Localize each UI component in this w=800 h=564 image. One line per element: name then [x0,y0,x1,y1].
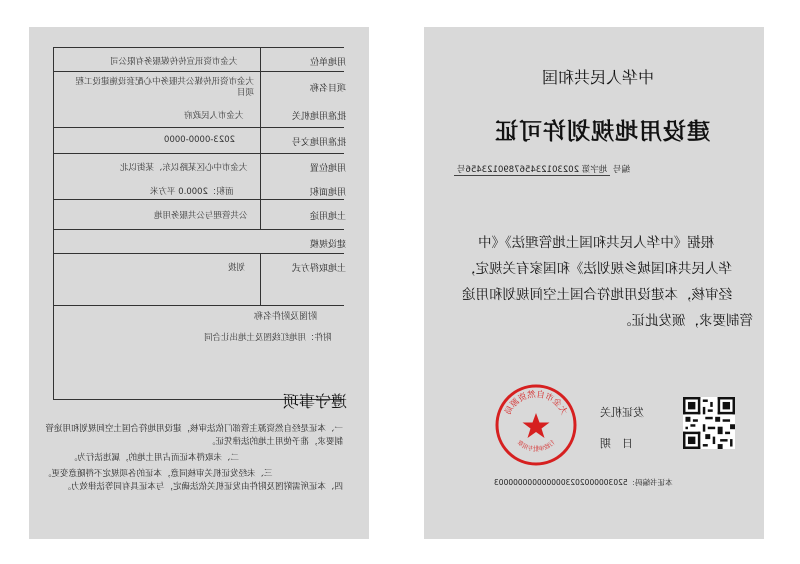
table-row [54,305,344,306]
license-title: 建设用地规划许可证 [494,119,710,145]
note-item: 三、未经发证机关审核同意，本证的各项规定不得随意变更。 [43,469,273,479]
license-front-page [424,27,764,539]
attachment-value: 附件：用地红线图及土地出让合同 [204,333,332,343]
note-item: 四、本证所需附图及附件由发证机关依法确定，与本证具有同等法律效力。 [62,482,343,492]
row-value: 2023-0000-0000 [164,135,236,145]
table-row [54,229,344,230]
seal-text-top: 大金市自然资源局 [503,389,569,417]
row-label: 土地用途 [309,212,346,222]
row-label: 用地单位 [309,58,346,68]
row-value: 公共管理与公共服务用地 [154,211,248,221]
note-item: 二、未取得本证而占用土地的，属违法行为。 [69,453,240,463]
row-value: 大金市资讯传媒公共服务中心配套设施建设工程项目 [75,77,254,98]
row-value: 大金市中心区某路以东、某街以北 [120,163,248,173]
date-label: 日 期 [600,437,633,450]
official-seal-stamp [494,383,578,467]
body-line: 华人民共和国城乡规划法》和国家有关规定， [462,261,732,277]
body-line: 根据《中华人民共和国土地管理法》《中 [478,235,715,251]
row-value: 划拨 [228,263,246,273]
table-divider [260,47,261,229]
license-back-page [29,27,369,539]
issuer-label: 发证机关 [600,406,644,419]
notes-title: 遵守事项 [283,392,348,411]
row-label: 用地位置 [309,164,346,174]
seal-text-bottom: 行政审批专用章 [515,439,557,454]
row-label: 批准用地文号 [291,138,346,148]
table-row [54,47,344,48]
table-row [54,253,344,254]
table-row [54,71,344,72]
svg-text:行政审批专用章 [516,439,557,454]
row-value: 面积：2000.0 平方米 [150,187,234,197]
table-row [54,199,344,200]
row-label: 批准用地机关 [291,112,346,122]
certificate-serial: 本证书编码：5203000002023000000000000003 [494,478,673,487]
license-number: 编号 地字第 202301234567890123456号 [454,163,630,175]
country-header: 中华人民共和国 [542,68,655,87]
row-label: 建设规模 [309,240,346,250]
row-label: 用地面积 [309,188,346,198]
info-table [53,47,344,400]
table-row [54,127,344,128]
row-label: 土地取得方式 [291,264,346,274]
body-line: 经审核，本建设用地符合国土空间规划和用途 [462,287,732,303]
table-divider [260,253,261,305]
row-value: 大金市资讯宣传传媒服务有限公司 [110,57,238,67]
seal-star-icon [523,413,550,438]
table-row [54,153,344,154]
body-line: 管制要求，颁发此证。 [618,313,753,329]
note-item: 一、本证是经自然资源主管部门依法审核，建设用地符合国土空间规划和用途管制要求，准予使用土地的法律凭证。 [45,424,343,447]
qr-code-icon [683,397,735,449]
row-label: 项目名称 [309,84,346,94]
row-value: 大金市人民政府 [184,111,244,121]
attachment-title: 附图及附件名称 [254,312,318,322]
